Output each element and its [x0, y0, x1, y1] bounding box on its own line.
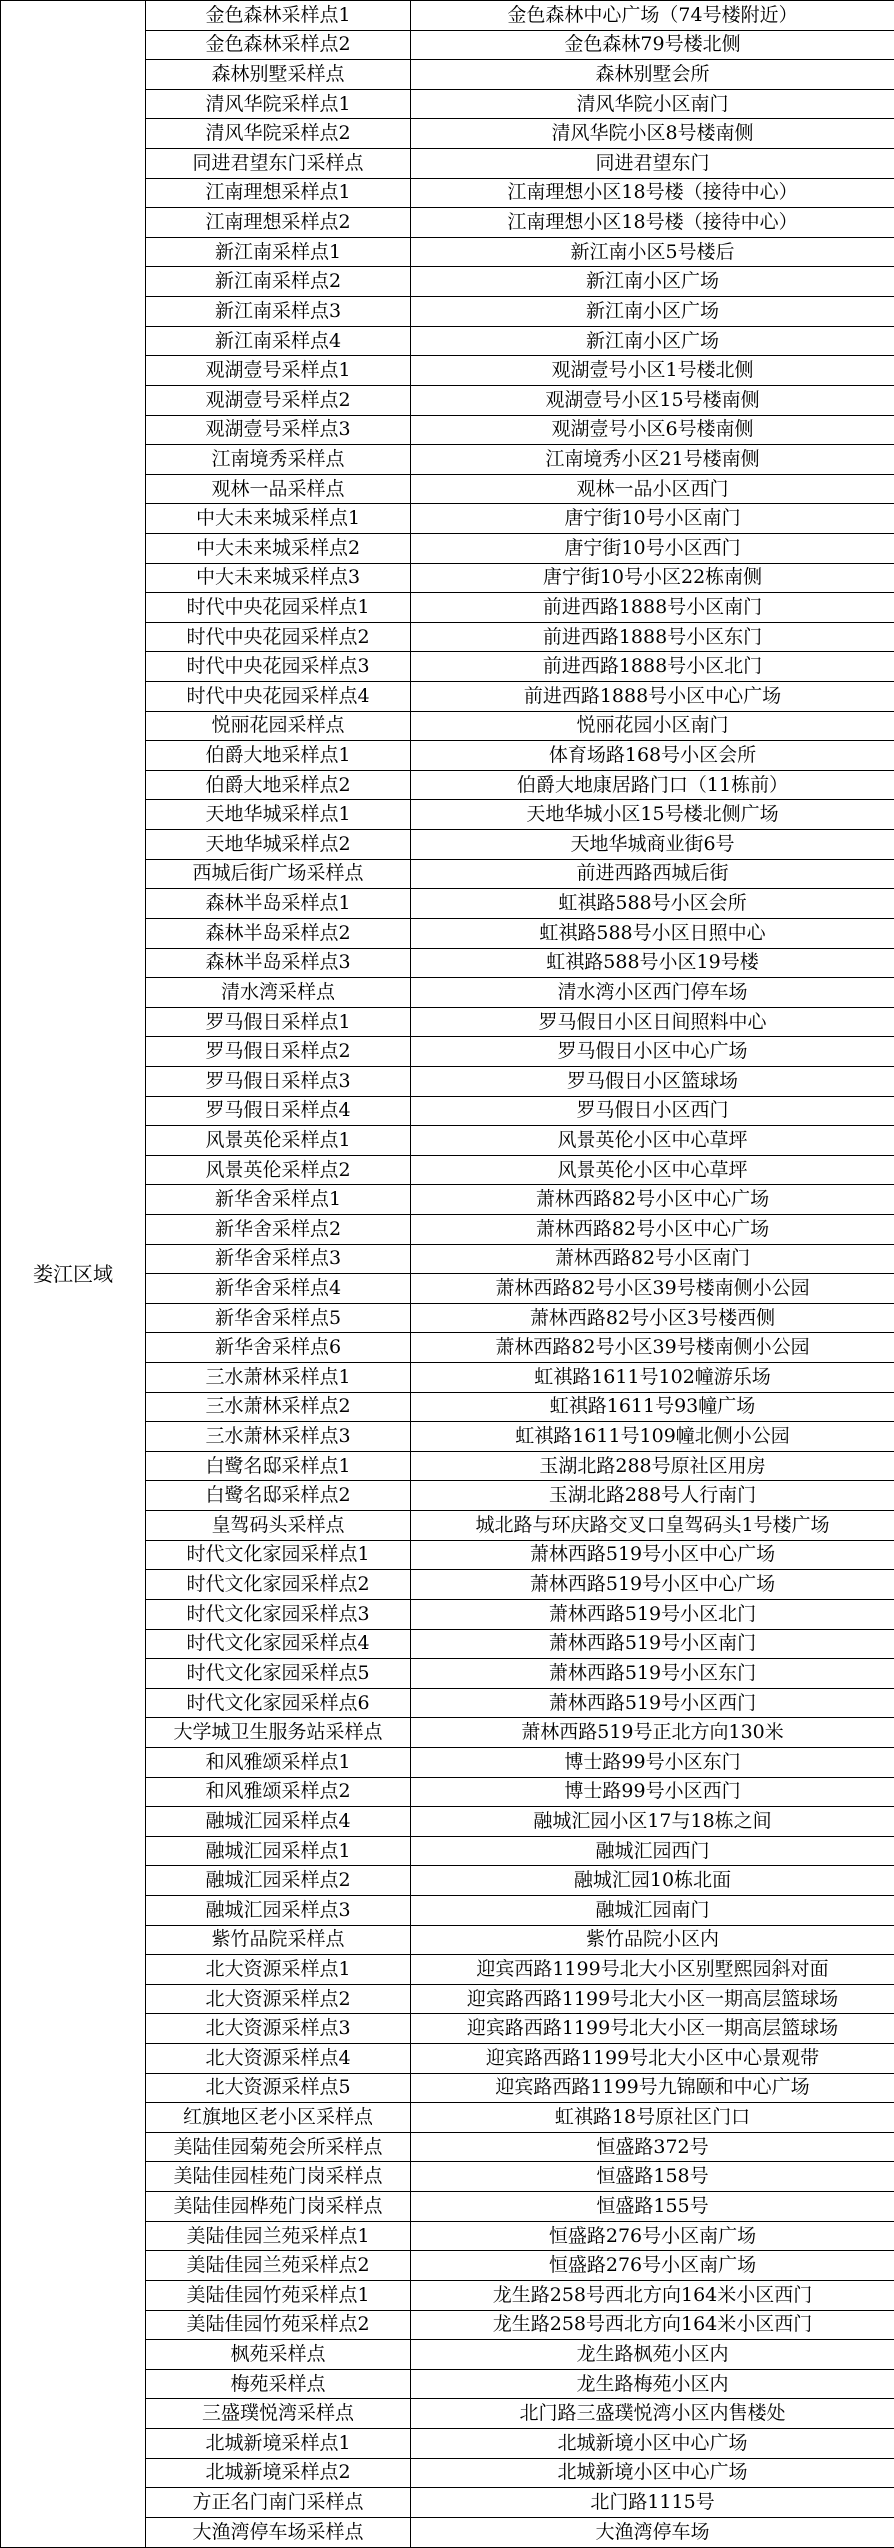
sampling-point-name-cell: 白鹭名邸采样点1	[146, 1451, 411, 1481]
sampling-point-address-cell: 伯爵大地康居路门口（11栋前）	[411, 770, 894, 800]
sampling-point-address-cell: 恒盛路276号小区南广场	[411, 2221, 894, 2251]
sampling-point-address-cell: 前进西路1888号小区东门	[411, 622, 894, 652]
sampling-point-address-cell: 融城汇园西门	[411, 1836, 894, 1866]
sampling-point-name-cell: 北城新境采样点2	[146, 2458, 411, 2488]
sampling-point-address-cell: 虹祺路1611号102幢游乐场	[411, 1363, 894, 1393]
sampling-point-address-cell: 紫竹品院小区内	[411, 1925, 894, 1955]
sampling-point-address-cell: 萧林西路519号正北方向130米	[411, 1718, 894, 1748]
sampling-point-name-cell: 时代文化家园采样点2	[146, 1570, 411, 1600]
sampling-point-address-cell: 清水湾小区西门停车场	[411, 978, 894, 1008]
sampling-point-address-cell: 萧林西路519号小区东门	[411, 1659, 894, 1689]
sampling-point-address-cell: 迎宾路西路1199号九锦颐和中心广场	[411, 2073, 894, 2103]
sampling-point-name-cell: 清风华院采样点1	[146, 89, 411, 119]
sampling-point-name-cell: 三水萧林采样点3	[146, 1422, 411, 1452]
sampling-point-address-cell: 迎宾路西路1199号北大小区一期高层篮球场	[411, 2014, 894, 2044]
sampling-point-name-cell: 新华舍采样点6	[146, 1333, 411, 1363]
sampling-point-name-cell: 风景英伦采样点1	[146, 1126, 411, 1156]
sampling-point-address-cell: 唐宁街10号小区南门	[411, 504, 894, 534]
sampling-point-name-cell: 北大资源采样点4	[146, 2044, 411, 2074]
sampling-point-address-cell: 清风华院小区8号楼南侧	[411, 119, 894, 149]
sampling-point-name-cell: 时代中央花园采样点2	[146, 622, 411, 652]
sampling-point-name-cell: 美陆佳园兰苑采样点1	[146, 2221, 411, 2251]
sampling-point-name-cell: 美陆佳园菊苑会所采样点	[146, 2132, 411, 2162]
sampling-point-name-cell: 中大未来城采样点1	[146, 504, 411, 534]
sampling-point-address-cell: 前进西路1888号小区北门	[411, 652, 894, 682]
sampling-point-address-cell: 虹祺路18号原社区门口	[411, 2103, 894, 2133]
sampling-point-address-cell: 唐宁街10号小区西门	[411, 533, 894, 563]
sampling-point-address-cell: 风景英伦小区中心草坪	[411, 1155, 894, 1185]
sampling-point-name-cell: 时代中央花园采样点3	[146, 652, 411, 682]
sampling-point-name-cell: 江南理想采样点2	[146, 208, 411, 238]
sampling-point-address-cell: 萧林西路82号小区中心广场	[411, 1214, 894, 1244]
sampling-point-address-cell: 北城新境小区中心广场	[411, 2458, 894, 2488]
sampling-point-name-cell: 天地华城采样点2	[146, 830, 411, 860]
sampling-point-address-cell: 新江南小区5号楼后	[411, 237, 894, 267]
sampling-point-address-cell: 萧林西路82号小区39号楼南侧小公园	[411, 1333, 894, 1363]
sampling-point-address-cell: 江南境秀小区21号楼南侧	[411, 445, 894, 475]
sampling-point-name-cell: 美陆佳园桂苑门岗采样点	[146, 2162, 411, 2192]
sampling-point-name-cell: 悦丽花园采样点	[146, 711, 411, 741]
sampling-point-address-cell: 恒盛路276号小区南广场	[411, 2251, 894, 2281]
sampling-point-address-cell: 恒盛路155号	[411, 2192, 894, 2222]
sampling-point-name-cell: 伯爵大地采样点1	[146, 741, 411, 771]
sampling-point-address-cell: 前进西路1888号小区中心广场	[411, 682, 894, 712]
sampling-point-name-cell: 梅苑采样点	[146, 2369, 411, 2399]
sampling-point-name-cell: 同进君望东门采样点	[146, 149, 411, 179]
sampling-point-name-cell: 美陆佳园桦苑门岗采样点	[146, 2192, 411, 2222]
sampling-point-address-cell: 玉湖北路288号人行南门	[411, 1481, 894, 1511]
sampling-point-address-cell: 清风华院小区南门	[411, 89, 894, 119]
sampling-point-name-cell: 美陆佳园兰苑采样点2	[146, 2251, 411, 2281]
sampling-point-address-cell: 萧林西路82号小区中心广场	[411, 1185, 894, 1215]
sampling-point-name-cell: 时代文化家园采样点5	[146, 1659, 411, 1689]
sampling-point-address-cell: 北门路三盛璞悦湾小区内售楼处	[411, 2399, 894, 2429]
sampling-point-name-cell: 紫竹品院采样点	[146, 1925, 411, 1955]
sampling-point-name-cell: 大渔湾停车场采样点	[146, 2517, 411, 2547]
sampling-point-address-cell: 龙生路枫苑小区内	[411, 2340, 894, 2370]
sampling-point-address-cell: 萧林西路82号小区39号楼南侧小公园	[411, 1274, 894, 1304]
sampling-point-name-cell: 观湖壹号采样点2	[146, 385, 411, 415]
sampling-point-name-cell: 新华舍采样点2	[146, 1214, 411, 1244]
sampling-point-address-cell: 天地华城商业街6号	[411, 830, 894, 860]
sampling-point-name-cell: 美陆佳园竹苑采样点1	[146, 2280, 411, 2310]
sampling-point-address-cell: 萧林西路519号小区西门	[411, 1688, 894, 1718]
sampling-point-address-cell: 新江南小区广场	[411, 297, 894, 327]
sampling-point-name-cell: 新华舍采样点5	[146, 1303, 411, 1333]
sampling-point-name-cell: 北城新境采样点1	[146, 2428, 411, 2458]
sampling-point-address-cell: 观湖壹号小区6号楼南侧	[411, 415, 894, 445]
sampling-point-address-cell: 玉湖北路288号原社区用房	[411, 1451, 894, 1481]
sampling-point-name-cell: 三水萧林采样点2	[146, 1392, 411, 1422]
sampling-point-address-cell: 体育场路168号小区会所	[411, 741, 894, 771]
sampling-point-address-cell: 龙生路258号西北方向164米小区西门	[411, 2280, 894, 2310]
sampling-point-address-cell: 龙生路258号西北方向164米小区西门	[411, 2310, 894, 2340]
sampling-point-name-cell: 中大未来城采样点2	[146, 533, 411, 563]
sampling-point-name-cell: 森林半岛采样点2	[146, 918, 411, 948]
sampling-point-address-cell: 金色森林中心广场（74号楼附近）	[411, 1, 894, 31]
sampling-point-name-cell: 皇驾码头采样点	[146, 1511, 411, 1541]
sampling-point-name-cell: 北大资源采样点5	[146, 2073, 411, 2103]
sampling-point-name-cell: 北大资源采样点3	[146, 2014, 411, 2044]
sampling-point-address-cell: 森林别墅会所	[411, 60, 894, 90]
sampling-point-name-cell: 观湖壹号采样点3	[146, 415, 411, 445]
sampling-point-address-cell: 唐宁街10号小区22栋南侧	[411, 563, 894, 593]
sampling-point-address-cell: 金色森林79号楼北侧	[411, 30, 894, 60]
sampling-point-name-cell: 融城汇园采样点2	[146, 1866, 411, 1896]
sampling-point-name-cell: 江南境秀采样点	[146, 445, 411, 475]
sampling-point-name-cell: 罗马假日采样点4	[146, 1096, 411, 1126]
sampling-point-name-cell: 大学城卫生服务站采样点	[146, 1718, 411, 1748]
sampling-point-name-cell: 新华舍采样点3	[146, 1244, 411, 1274]
sampling-point-name-cell: 白鹭名邸采样点2	[146, 1481, 411, 1511]
sampling-point-address-cell: 前进西路西城后街	[411, 859, 894, 889]
sampling-point-address-cell: 萧林西路82号小区3号楼西侧	[411, 1303, 894, 1333]
sampling-point-address-cell: 观湖壹号小区15号楼南侧	[411, 385, 894, 415]
sampling-point-address-cell: 博士路99号小区西门	[411, 1777, 894, 1807]
sampling-point-address-cell: 迎宾路西路1199号北大小区一期高层篮球场	[411, 1984, 894, 2014]
sampling-point-address-cell: 融城汇园南门	[411, 1896, 894, 1926]
sampling-point-name-cell: 新华舍采样点4	[146, 1274, 411, 1304]
sampling-point-address-cell: 江南理想小区18号楼（接待中心）	[411, 208, 894, 238]
table-body	[1, 1, 894, 2548]
sampling-point-address-cell: 观林一品小区西门	[411, 474, 894, 504]
sampling-point-address-cell: 前进西路1888号小区南门	[411, 593, 894, 623]
sampling-point-name-cell: 新江南采样点1	[146, 237, 411, 267]
sampling-point-name-cell: 枫苑采样点	[146, 2340, 411, 2370]
sampling-point-address-cell: 迎宾路西路1199号北大小区中心景观带	[411, 2044, 894, 2074]
sampling-point-name-cell: 和风雅颂采样点1	[146, 1747, 411, 1777]
sampling-point-address-cell: 新江南小区广场	[411, 326, 894, 356]
sampling-point-name-cell: 时代文化家园采样点4	[146, 1629, 411, 1659]
sampling-point-name-cell: 森林别墅采样点	[146, 60, 411, 90]
sampling-point-name-cell: 融城汇园采样点3	[146, 1896, 411, 1926]
sampling-point-name-cell: 时代文化家园采样点6	[146, 1688, 411, 1718]
sampling-point-name-cell: 三盛璞悦湾采样点	[146, 2399, 411, 2429]
sampling-point-name-cell: 融城汇园采样点4	[146, 1807, 411, 1837]
sampling-point-address-cell: 恒盛路372号	[411, 2132, 894, 2162]
sampling-point-address-cell: 融城汇园小区17与18栋之间	[411, 1807, 894, 1837]
sampling-point-name-cell: 伯爵大地采样点2	[146, 770, 411, 800]
sampling-point-address-cell: 虹祺路588号小区会所	[411, 889, 894, 919]
sampling-point-address-cell: 虹祺路1611号109幢北侧小公园	[411, 1422, 894, 1452]
sampling-point-address-cell: 萧林西路82号小区南门	[411, 1244, 894, 1274]
sampling-point-address-cell: 虹祺路588号小区19号楼	[411, 948, 894, 978]
sampling-point-name-cell: 森林半岛采样点1	[146, 889, 411, 919]
sampling-point-address-cell: 博士路99号小区东门	[411, 1747, 894, 1777]
sampling-point-address-cell: 天地华城小区15号楼北侧广场	[411, 800, 894, 830]
sampling-point-name-cell: 新江南采样点4	[146, 326, 411, 356]
sampling-point-address-cell: 罗马假日小区日间照料中心	[411, 1007, 894, 1037]
sampling-point-address-cell: 萧林西路519号小区中心广场	[411, 1570, 894, 1600]
sampling-point-address-cell: 萧林西路519号小区南门	[411, 1629, 894, 1659]
sampling-point-address-cell: 罗马假日小区中心广场	[411, 1037, 894, 1067]
sampling-point-address-cell: 罗马假日小区篮球场	[411, 1066, 894, 1096]
sampling-point-address-cell: 罗马假日小区西门	[411, 1096, 894, 1126]
sampling-point-name-cell: 美陆佳园竹苑采样点2	[146, 2310, 411, 2340]
sampling-point-name-cell: 新江南采样点2	[146, 267, 411, 297]
sampling-point-address-cell: 北门路1115号	[411, 2488, 894, 2518]
sampling-point-address-cell: 萧林西路519号小区北门	[411, 1599, 894, 1629]
sampling-point-name-cell: 风景英伦采样点2	[146, 1155, 411, 1185]
sampling-point-name-cell: 北大资源采样点1	[146, 1955, 411, 1985]
sampling-point-name-cell: 森林半岛采样点3	[146, 948, 411, 978]
sampling-point-name-cell: 红旗地区老小区采样点	[146, 2103, 411, 2133]
sampling-point-name-cell: 罗马假日采样点3	[146, 1066, 411, 1096]
sampling-point-name-cell: 西城后街广场采样点	[146, 859, 411, 889]
sampling-point-name-cell: 时代文化家园采样点1	[146, 1540, 411, 1570]
sampling-point-address-cell: 虹祺路1611号93幢广场	[411, 1392, 894, 1422]
sampling-point-name-cell: 新华舍采样点1	[146, 1185, 411, 1215]
sampling-point-name-cell: 北大资源采样点2	[146, 1984, 411, 2014]
sampling-point-name-cell: 清风华院采样点2	[146, 119, 411, 149]
sampling-point-name-cell: 和风雅颂采样点2	[146, 1777, 411, 1807]
sampling-point-address-cell: 新江南小区广场	[411, 267, 894, 297]
sampling-point-address-cell: 恒盛路158号	[411, 2162, 894, 2192]
table-row	[1, 1, 894, 31]
sampling-point-address-cell: 风景英伦小区中心草坪	[411, 1126, 894, 1156]
sampling-point-name-cell: 融城汇园采样点1	[146, 1836, 411, 1866]
sampling-point-name-cell: 时代中央花园采样点4	[146, 682, 411, 712]
sampling-point-address-cell: 迎宾西路1199号北大小区别墅熙园斜对面	[411, 1955, 894, 1985]
sampling-point-name-cell: 清水湾采样点	[146, 978, 411, 1008]
sampling-point-address-cell: 大渔湾停车场	[411, 2517, 894, 2547]
sampling-point-name-cell: 金色森林采样点2	[146, 30, 411, 60]
sampling-point-address-cell: 同进君望东门	[411, 149, 894, 179]
sampling-point-name-cell: 江南理想采样点1	[146, 178, 411, 208]
sampling-point-name-cell: 三水萧林采样点1	[146, 1363, 411, 1393]
sampling-point-name-cell: 中大未来城采样点3	[146, 563, 411, 593]
sampling-point-name-cell: 天地华城采样点1	[146, 800, 411, 830]
sampling-point-name-cell: 新江南采样点3	[146, 297, 411, 327]
sampling-point-name-cell: 观湖壹号采样点1	[146, 356, 411, 386]
sampling-point-address-cell: 观湖壹号小区1号楼北侧	[411, 356, 894, 386]
sampling-point-name-cell: 方正名门南门采样点	[146, 2488, 411, 2518]
sampling-point-address-cell: 北城新境小区中心广场	[411, 2428, 894, 2458]
sampling-point-name-cell: 罗马假日采样点1	[146, 1007, 411, 1037]
sampling-point-address-cell: 虹祺路588号小区日照中心	[411, 918, 894, 948]
sampling-point-name-cell: 罗马假日采样点2	[146, 1037, 411, 1067]
sampling-point-address-cell: 融城汇园10栋北面	[411, 1866, 894, 1896]
sampling-point-name-cell: 观林一品采样点	[146, 474, 411, 504]
sampling-point-address-cell: 萧林西路519号小区中心广场	[411, 1540, 894, 1570]
sampling-point-address-cell: 城北路与环庆路交叉口皇驾码头1号楼广场	[411, 1511, 894, 1541]
sampling-point-address-cell: 龙生路梅苑小区内	[411, 2369, 894, 2399]
sampling-point-address-cell: 江南理想小区18号楼（接待中心）	[411, 178, 894, 208]
sampling-point-address-cell: 悦丽花园小区南门	[411, 711, 894, 741]
sampling-point-name-cell: 时代文化家园采样点3	[146, 1599, 411, 1629]
sampling-point-name-cell: 时代中央花园采样点1	[146, 593, 411, 623]
region-cell: 娄江区域	[1, 1, 146, 2548]
sampling-point-name-cell: 金色森林采样点1	[146, 1, 411, 31]
